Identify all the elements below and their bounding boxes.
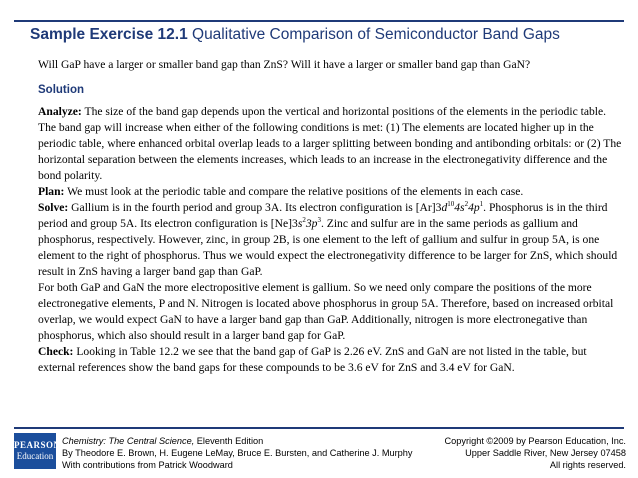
footer-copyright bbox=[445, 435, 626, 471]
footer-authors: By Theodore E. Brown, H. Eugene LeMay, Bruce E. Bursten, and Catherine J. Murphy bbox=[62, 448, 413, 458]
analyze-text: The size of the band gap depends upon the vertical and horizontal positions of the elements in the periodic table. The band gap will increase when either of the following conditions is met: (1) The elements are located higher up in the periodic table, where enhanced orbital overlap leads to a larger splitting between bonding and antibonding orbitals: or (2) The horizontal separation between the elements increases, which leads to an increase in the electronegativity difference and the bond polarity. bbox=[38, 105, 622, 182]
analyze-label: Analyze: bbox=[38, 105, 82, 118]
solve-text-3: . Zinc and sulfur are in the same periods as gallium and phosphorus, respectively. However, zinc, in group 2B, is one element to the left of gallium and sulfur in group 5A, is one element to the right of phosphorus. Thus we would expect the electronegativity difference to be larger for ZnS, which should result in ZnS having a larger band gap than GaP. bbox=[38, 217, 618, 278]
orbital-3s: s bbox=[297, 217, 303, 230]
footer-book-line bbox=[62, 435, 413, 447]
footer-address: Upper Saddle River, New Jersey 07458 bbox=[465, 448, 626, 458]
footer-contributions: With contributions from Patrick Woodward bbox=[62, 460, 233, 470]
check-text: Looking in Table 12.2 we see that the band gap of GaP is 2.26 eV. ZnS and GaN are not listed in the table, but external references show the band gaps for these compounds to be 3.6 eV for ZnS and 3.4 eV for GaN. bbox=[38, 345, 587, 374]
pearson-logo bbox=[14, 433, 61, 469]
analyze-paragraph bbox=[38, 104, 626, 184]
solution-body bbox=[38, 104, 626, 376]
solution-heading: Solution bbox=[38, 84, 84, 96]
solve-text-1: Gallium is in the fourth period and group 3A. Its electron configuration is [Ar]3 bbox=[68, 201, 442, 214]
check-paragraph bbox=[38, 344, 626, 376]
orbital-4p-superscript: 1 bbox=[479, 200, 484, 209]
orbital-d-superscript: 10 bbox=[447, 200, 455, 209]
footer-citation bbox=[62, 435, 413, 471]
question-text: Will GaP have a larger or smaller band gap than ZnS? Will it have a larger or smaller band gap than GaN? bbox=[38, 58, 531, 71]
plan-text: We must look at the periodic table and compare the relative positions of the elements in each case. bbox=[64, 185, 524, 198]
footer-rights: All rights reserved. bbox=[549, 460, 626, 470]
orbital-4s-superscript: 2 bbox=[464, 200, 469, 209]
plan-paragraph bbox=[38, 184, 626, 200]
orbital-3p: 3p bbox=[305, 217, 318, 230]
title-exercise-number: Sample Exercise 12.1 bbox=[30, 26, 188, 43]
page-title bbox=[30, 26, 630, 44]
logo-line-1: PEARSON bbox=[14, 440, 61, 450]
solve-label: Solve: bbox=[38, 201, 69, 214]
solve-paragraph bbox=[38, 200, 626, 280]
footer-book-title: Chemistry: The Central Science, bbox=[62, 436, 195, 446]
orbital-4p: 4p bbox=[468, 201, 480, 214]
solve-text-2: . Phosphorus is in the third period and group 5A. Its electron configuration is [Ne]3 bbox=[38, 201, 608, 230]
footer-edition: Eleventh Edition bbox=[194, 436, 264, 446]
orbital-d: d bbox=[441, 201, 448, 214]
title-text: Qualitative Comparison of Semiconductor Band Gaps bbox=[187, 26, 560, 43]
orbital-3s-superscript: 2 bbox=[302, 216, 306, 225]
title-rule bbox=[14, 20, 624, 22]
footer-rule bbox=[14, 427, 624, 429]
orbital-4s: 4s bbox=[454, 201, 465, 214]
logo-line-2: Education bbox=[16, 451, 54, 461]
comparison-paragraph: For both GaP and GaN the more electropositive element is gallium. So we need only compare the positions of the more electronegative elements, P and N. Nitrogen is located above phosphorus in group 5A. Therefore, based on increased orbital overlap, we would expect GaN to have a larger band gap than GaP. Additionally, nitrogen is more electronegative than phosphorus, which also should result in a larger band gap for GaP. bbox=[38, 281, 614, 342]
footer-copyright-line: Copyright ©2009 by Pearson Education, Inc. bbox=[444, 436, 626, 446]
check-label: Check: bbox=[38, 345, 74, 358]
orbital-3p-superscript: 3 bbox=[317, 216, 321, 225]
plan-label: Plan: bbox=[38, 185, 65, 198]
